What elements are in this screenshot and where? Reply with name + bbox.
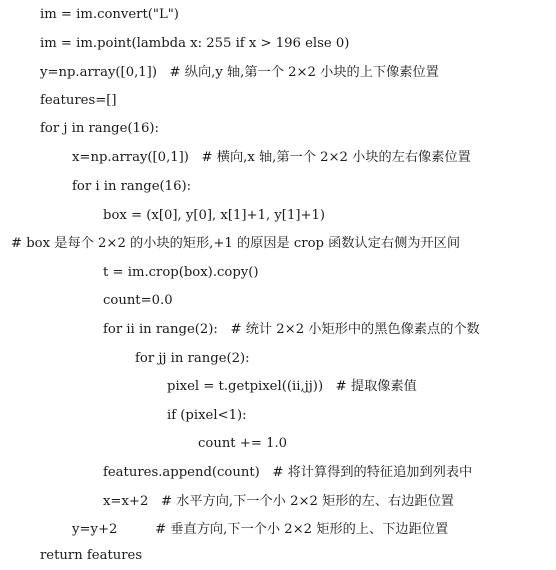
code-line-18: x=x+2 # 水平方向,下一个小 2×2 矩形的左、右边距位置 <box>103 494 454 509</box>
code-line-6: x=np.array([0,1]) # 横向,x 轴,第一个 2×2 小块的左右像素位置 <box>72 150 471 165</box>
code-line-13: for jj in range(2): <box>135 351 250 366</box>
code-line-8: box = (x[0], y[0], x[1]+1, y[1]+1) <box>103 208 326 223</box>
code-line-16: count += 1.0 <box>198 436 288 451</box>
code-line-20: return features <box>40 548 143 563</box>
code-line-17: features.append(count) # 将计算得到的特征追加到列表中 <box>103 465 473 480</box>
code-line-15: if (pixel<1): <box>167 408 247 423</box>
code-line-5: for j in range(16): <box>40 121 159 136</box>
code-line-19: y=y+2 # 垂直方向,下一个小 2×2 矩形的上、下边距位置 <box>72 522 449 537</box>
code-line-11: count=0.0 <box>103 293 173 308</box>
code-line-9: # box 是每个 2×2 的小块的矩形,+1 的原因是 crop 函数认定右侧为开区间 <box>11 236 461 251</box>
code-line-14: pixel = t.getpixel((ii,jj)) # 提取像素值 <box>167 379 417 394</box>
code-line-1: im = im.convert("L") <box>40 7 179 22</box>
code-line-2: im = im.point(lambda x: 255 if x > 196 else 0) <box>40 36 350 51</box>
code-line-4: features=[] <box>40 93 117 108</box>
code-line-10: t = im.crop(box).copy() <box>103 265 259 280</box>
code-line-7: for i in range(16): <box>72 179 192 194</box>
code-line-12: for ii in range(2): # 统计 2×2 小矩形中的黑色像素点的个数 <box>103 322 480 337</box>
code-line-3: y=np.array([0,1]) # 纵向,y 轴,第一个 2×2 小块的上下像素位置 <box>40 65 439 80</box>
